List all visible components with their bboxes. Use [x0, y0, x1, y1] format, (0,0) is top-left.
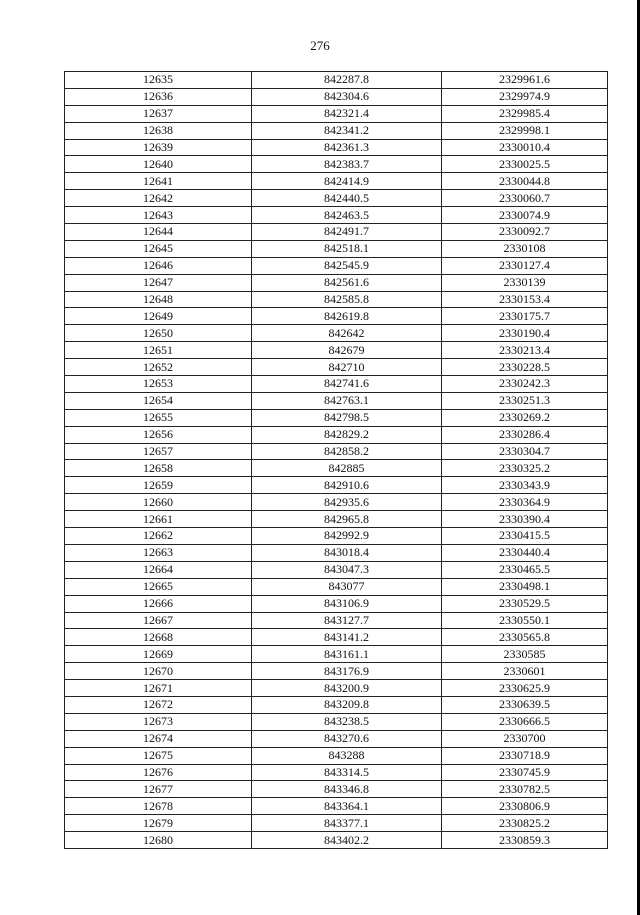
table-row: [65, 105, 608, 122]
point-id-cell: 12642: [65, 190, 252, 207]
table-row: [65, 274, 608, 291]
point-id-cell: 12646: [65, 257, 252, 274]
table-row: [65, 477, 608, 494]
x-coordinate-cell: 842679: [252, 342, 442, 359]
point-id-cell: 12640: [65, 156, 252, 173]
y-coordinate-cell: 2330806.9: [442, 798, 608, 815]
x-coordinate-cell: 842561.6: [252, 274, 442, 291]
table-row: [65, 781, 608, 798]
table-row: [65, 122, 608, 139]
point-id-cell: 12658: [65, 460, 252, 477]
x-coordinate-cell: 842798.5: [252, 409, 442, 426]
table-row: [65, 392, 608, 409]
point-id-cell: 12659: [65, 477, 252, 494]
table-row: [65, 156, 608, 173]
y-coordinate-cell: 2330498.1: [442, 578, 608, 595]
y-coordinate-cell: 2330044.8: [442, 173, 608, 190]
y-coordinate-cell: 2330529.5: [442, 595, 608, 612]
table-row: [65, 511, 608, 528]
x-coordinate-cell: 843288: [252, 747, 442, 764]
point-id-cell: 12667: [65, 612, 252, 629]
table-row: [65, 798, 608, 815]
y-coordinate-cell: 2330010.4: [442, 139, 608, 156]
y-coordinate-cell: 2330666.5: [442, 713, 608, 730]
y-coordinate-cell: 2330718.9: [442, 747, 608, 764]
x-coordinate-cell: 843106.9: [252, 595, 442, 612]
table-row: [65, 544, 608, 561]
table-row: [65, 359, 608, 376]
y-coordinate-cell: 2330092.7: [442, 224, 608, 241]
y-coordinate-cell: 2330625.9: [442, 680, 608, 697]
table-row: [65, 730, 608, 747]
x-coordinate-cell: 842619.8: [252, 308, 442, 325]
x-coordinate-cell: 842518.1: [252, 240, 442, 257]
x-coordinate-cell: 842992.9: [252, 528, 442, 545]
table-row: [65, 815, 608, 832]
point-id-cell: 12655: [65, 409, 252, 426]
x-coordinate-cell: 842383.7: [252, 156, 442, 173]
point-id-cell: 12664: [65, 561, 252, 578]
point-id-cell: 12637: [65, 105, 252, 122]
point-id-cell: 12670: [65, 663, 252, 680]
table-row: [65, 578, 608, 595]
point-id-cell: 12672: [65, 696, 252, 713]
y-coordinate-cell: 2330585: [442, 646, 608, 663]
table-row: [65, 409, 608, 426]
x-coordinate-cell: 843200.9: [252, 680, 442, 697]
x-coordinate-cell: 843270.6: [252, 730, 442, 747]
x-coordinate-cell: 842642: [252, 325, 442, 342]
point-id-cell: 12668: [65, 629, 252, 646]
x-coordinate-cell: 842710: [252, 359, 442, 376]
table-row: [65, 764, 608, 781]
table-row: [65, 72, 608, 89]
x-coordinate-cell: 843238.5: [252, 713, 442, 730]
y-coordinate-cell: 2330025.5: [442, 156, 608, 173]
table-row: [65, 224, 608, 241]
page-number: 276: [310, 38, 330, 53]
table-row: [65, 680, 608, 697]
coordinates-table: [64, 71, 608, 849]
table-row: [65, 426, 608, 443]
point-id-cell: 12679: [65, 815, 252, 832]
point-id-cell: 12647: [65, 274, 252, 291]
point-id-cell: 12673: [65, 713, 252, 730]
x-coordinate-cell: 843209.8: [252, 696, 442, 713]
table-row: [65, 595, 608, 612]
point-id-cell: 12653: [65, 376, 252, 393]
x-coordinate-cell: 842763.1: [252, 392, 442, 409]
y-coordinate-cell: 2329974.9: [442, 88, 608, 105]
y-coordinate-cell: 2330859.3: [442, 832, 608, 849]
point-id-cell: 12662: [65, 528, 252, 545]
y-coordinate-cell: 2330228.5: [442, 359, 608, 376]
x-coordinate-cell: 843077: [252, 578, 442, 595]
y-coordinate-cell: 2330251.3: [442, 392, 608, 409]
x-coordinate-cell: 842965.8: [252, 511, 442, 528]
table-row: [65, 240, 608, 257]
table-row: [65, 325, 608, 342]
point-id-cell: 12636: [65, 88, 252, 105]
x-coordinate-cell: 842910.6: [252, 477, 442, 494]
y-coordinate-cell: 2330745.9: [442, 764, 608, 781]
y-coordinate-cell: 2330601: [442, 663, 608, 680]
x-coordinate-cell: 843018.4: [252, 544, 442, 561]
x-coordinate-cell: 843127.7: [252, 612, 442, 629]
x-coordinate-cell: 842414.9: [252, 173, 442, 190]
x-coordinate-cell: 842361.3: [252, 139, 442, 156]
table-row: [65, 494, 608, 511]
x-coordinate-cell: 842885: [252, 460, 442, 477]
x-coordinate-cell: 842585.8: [252, 291, 442, 308]
coordinates-table-body: [65, 72, 608, 849]
table-row: [65, 528, 608, 545]
table-row: [65, 173, 608, 190]
table-row: [65, 257, 608, 274]
table-row: [65, 696, 608, 713]
table-row: [65, 713, 608, 730]
point-id-cell: 12663: [65, 544, 252, 561]
x-coordinate-cell: 842287.8: [252, 72, 442, 89]
y-coordinate-cell: 2330639.5: [442, 696, 608, 713]
point-id-cell: 12657: [65, 443, 252, 460]
point-id-cell: 12665: [65, 578, 252, 595]
y-coordinate-cell: 2330175.7: [442, 308, 608, 325]
y-coordinate-cell: 2330343.9: [442, 477, 608, 494]
x-coordinate-cell: 842463.5: [252, 207, 442, 224]
y-coordinate-cell: 2330108: [442, 240, 608, 257]
table-row: [65, 207, 608, 224]
point-id-cell: 12674: [65, 730, 252, 747]
table-row: [65, 376, 608, 393]
point-id-cell: 12650: [65, 325, 252, 342]
point-id-cell: 12661: [65, 511, 252, 528]
x-coordinate-cell: 842741.6: [252, 376, 442, 393]
x-coordinate-cell: 843364.1: [252, 798, 442, 815]
x-coordinate-cell: 843346.8: [252, 781, 442, 798]
x-coordinate-cell: 842829.2: [252, 426, 442, 443]
x-coordinate-cell: 842858.2: [252, 443, 442, 460]
point-id-cell: 12643: [65, 207, 252, 224]
x-coordinate-cell: 843377.1: [252, 815, 442, 832]
table-row: [65, 291, 608, 308]
y-coordinate-cell: 2330390.4: [442, 511, 608, 528]
y-coordinate-cell: 2330153.4: [442, 291, 608, 308]
x-coordinate-cell: 842440.5: [252, 190, 442, 207]
x-coordinate-cell: 843176.9: [252, 663, 442, 680]
y-coordinate-cell: 2329961.6: [442, 72, 608, 89]
y-coordinate-cell: 2330465.5: [442, 561, 608, 578]
table-row: [65, 190, 608, 207]
point-id-cell: 12641: [65, 173, 252, 190]
table-row: [65, 443, 608, 460]
table-row: [65, 663, 608, 680]
point-id-cell: 12639: [65, 139, 252, 156]
table-row: [65, 139, 608, 156]
x-coordinate-cell: 843402.2: [252, 832, 442, 849]
x-coordinate-cell: 842491.7: [252, 224, 442, 241]
table-row: [65, 88, 608, 105]
x-coordinate-cell: 843161.1: [252, 646, 442, 663]
x-coordinate-cell: 842545.9: [252, 257, 442, 274]
y-coordinate-cell: 2330286.4: [442, 426, 608, 443]
point-id-cell: 12645: [65, 240, 252, 257]
y-coordinate-cell: 2330565.8: [442, 629, 608, 646]
x-coordinate-cell: 842341.2: [252, 122, 442, 139]
point-id-cell: 12671: [65, 680, 252, 697]
y-coordinate-cell: 2329985.4: [442, 105, 608, 122]
table-row: [65, 629, 608, 646]
table-row: [65, 342, 608, 359]
point-id-cell: 12635: [65, 72, 252, 89]
y-coordinate-cell: 2330190.4: [442, 325, 608, 342]
point-id-cell: 12666: [65, 595, 252, 612]
x-coordinate-cell: 842321.4: [252, 105, 442, 122]
point-id-cell: 12678: [65, 798, 252, 815]
point-id-cell: 12644: [65, 224, 252, 241]
y-coordinate-cell: 2330127.4: [442, 257, 608, 274]
y-coordinate-cell: 2330782.5: [442, 781, 608, 798]
point-id-cell: 12654: [65, 392, 252, 409]
point-id-cell: 12669: [65, 646, 252, 663]
point-id-cell: 12680: [65, 832, 252, 849]
x-coordinate-cell: 843141.2: [252, 629, 442, 646]
y-coordinate-cell: 2330074.9: [442, 207, 608, 224]
y-coordinate-cell: 2330269.2: [442, 409, 608, 426]
table-row: [65, 308, 608, 325]
y-coordinate-cell: 2330700: [442, 730, 608, 747]
point-id-cell: 12676: [65, 764, 252, 781]
y-coordinate-cell: 2330304.7: [442, 443, 608, 460]
y-coordinate-cell: 2330325.2: [442, 460, 608, 477]
y-coordinate-cell: 2330139: [442, 274, 608, 291]
point-id-cell: 12675: [65, 747, 252, 764]
point-id-cell: 12660: [65, 494, 252, 511]
y-coordinate-cell: 2330415.5: [442, 528, 608, 545]
y-coordinate-cell: 2330364.9: [442, 494, 608, 511]
table-row: [65, 646, 608, 663]
y-coordinate-cell: 2330440.4: [442, 544, 608, 561]
table-row: [65, 832, 608, 849]
point-id-cell: 12651: [65, 342, 252, 359]
point-id-cell: 12638: [65, 122, 252, 139]
y-coordinate-cell: 2330060.7: [442, 190, 608, 207]
point-id-cell: 12656: [65, 426, 252, 443]
x-coordinate-cell: 843314.5: [252, 764, 442, 781]
table-row: [65, 460, 608, 477]
y-coordinate-cell: 2330825.2: [442, 815, 608, 832]
table-row: [65, 747, 608, 764]
point-id-cell: 12648: [65, 291, 252, 308]
point-id-cell: 12652: [65, 359, 252, 376]
y-coordinate-cell: 2329998.1: [442, 122, 608, 139]
y-coordinate-cell: 2330242.3: [442, 376, 608, 393]
x-coordinate-cell: 843047.3: [252, 561, 442, 578]
point-id-cell: 12677: [65, 781, 252, 798]
y-coordinate-cell: 2330550.1: [442, 612, 608, 629]
table-row: [65, 612, 608, 629]
y-coordinate-cell: 2330213.4: [442, 342, 608, 359]
point-id-cell: 12649: [65, 308, 252, 325]
x-coordinate-cell: 842304.6: [252, 88, 442, 105]
table-row: [65, 561, 608, 578]
x-coordinate-cell: 842935.6: [252, 494, 442, 511]
